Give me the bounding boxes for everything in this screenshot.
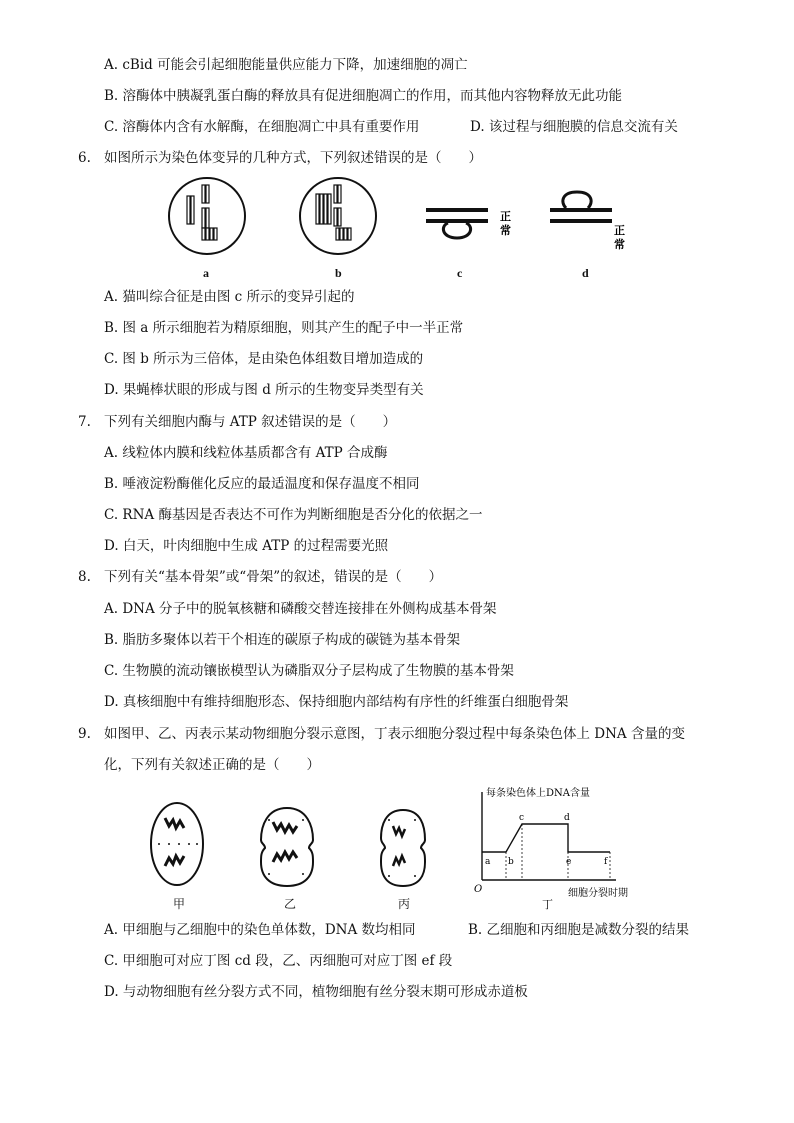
q9-stem-line1: 如图甲、乙、丙表示某动物细胞分裂示意图，丁表示细胞分裂过程中每条染色体上 DNA 含量的变 [104,726,685,742]
q6-stem: 如图所示为染色体变异的几种方式，下列叙述错误的是（ ） [104,150,482,166]
q9-stem-line2: 化，下列有关叙述正确的是（ ） [104,757,320,773]
q9-cell-figures [145,800,445,892]
q7-stem: 下列有关细胞内酶与 ATP 叙述错误的是（ ） [104,414,397,430]
graph-point-f: f [604,857,608,867]
q7-option-a: A. 线粒体内膜和线粒体基质都含有 ATP 合成酶 [104,445,388,461]
figure-c-normal-label-2: 常 [500,224,511,237]
graph-point-b: b [508,857,514,867]
q8-stem: 下列有关“基本骨架”或“骨架”的叙述，错误的是（ ） [104,569,443,585]
graph-point-e: e [566,857,572,867]
q6-number: 6. [78,150,91,166]
figure-label-a: a [203,266,209,280]
q8-option-b: B. 脂肪多聚体以若干个相连的碳原子构成的碳链为基本骨架 [104,632,461,648]
graph-label-ding: 丁 [542,898,553,911]
q9-option-b: B. 乙细胞和丙细胞是减数分裂的结果 [468,922,690,938]
q7-option-c: C. RNA 酶基因是否表达不可作为判断细胞是否分化的依据之一 [104,507,483,523]
cell-label-yi: 乙 [284,897,297,911]
q8-number: 8. [78,569,91,585]
graph-point-a: a [485,857,491,867]
graph-point-c: c [519,813,525,823]
cell-label-jia: 甲 [173,897,186,911]
figure-label-c: c [457,266,463,280]
q6-figure [160,172,650,284]
figure-c-normal-label-1: 正 [500,210,511,223]
figure-label-b: b [335,266,342,280]
graph-xlabel: 细胞分裂时期 [568,888,628,899]
q6-option-b: B. 图 a 所示细胞若为精原细胞，则其产生的配子中一半正常 [104,320,464,336]
graph-origin: O [474,884,483,895]
q9-number: 9. [78,726,91,742]
q7-number: 7. [78,414,91,430]
figure-d-normal-label-1: 正 [614,224,625,237]
figure-b-cell [300,178,376,254]
q9-option-d: D. 与动物细胞有丝分裂方式不同，植物细胞有丝分裂末期可形成赤道板 [104,984,528,1000]
dna-content-line [482,824,610,852]
q6-option-a: A. 猫叫综合征是由图 c 所示的变异引起的 [104,289,355,305]
q9-dna-graph [470,784,670,912]
q8-option-c: C. 生物膜的流动镶嵌模型认为磷脂双分子层构成了生物膜的基本骨架 [104,663,514,679]
q6-option-d: D. 果蝇棒状眼的形成与图 d 所示的生物变异类型有关 [104,382,424,398]
graph-point-d: d [564,813,570,823]
figure-label-d: d [582,266,589,280]
figure-d-chromosome-pair [550,192,612,223]
q5-option-c: C. 溶酶体内含有水解酶，在细胞凋亡中具有重要作用 [104,119,420,135]
figure-d-normal-label-2: 常 [614,238,625,251]
figure-a-cell [169,178,245,254]
q7-option-d: D. 白天，叶肉细胞中生成 ATP 的过程需要光照 [104,538,389,554]
cell-jia [151,803,203,885]
q5-option-a: A. cBid 可能会引起细胞能量供应能力下降，加速细胞的凋亡 [104,57,468,73]
q5-option-d: D. 该过程与细胞膜的信息交流有关 [470,119,678,135]
graph-ylabel: 每条染色体上DNA含量 [486,788,590,799]
cell-yi [261,808,313,886]
cell-bing [381,810,425,886]
q9-option-c: C. 甲细胞可对应丁图 cd 段，乙、丙细胞可对应丁图 ef 段 [104,953,453,969]
cell-label-bing: 丙 [398,897,411,911]
q5-option-b: B. 溶酶体中胰凝乳蛋白酶的释放具有促进细胞凋亡的作用，而其他内容物释放无此功能 [104,88,623,104]
q7-option-b: B. 唾液淀粉酶催化反应的最适温度和保存温度不相同 [104,476,420,492]
q9-option-a: A. 甲细胞与乙细胞中的染色单体数，DNA 数均相同 [104,922,416,938]
figure-c-chromosome-pair [426,208,488,238]
q8-option-d: D. 真核细胞中有维持细胞形态、保持细胞内部结构有序性的纤维蛋白细胞骨架 [104,694,569,710]
q8-option-a: A. DNA 分子中的脱氧核糖和磷酸交替连接排在外侧构成基本骨架 [104,601,497,617]
q6-option-c: C. 图 b 所示为三倍体，是由染色体组数目增加造成的 [104,351,424,367]
